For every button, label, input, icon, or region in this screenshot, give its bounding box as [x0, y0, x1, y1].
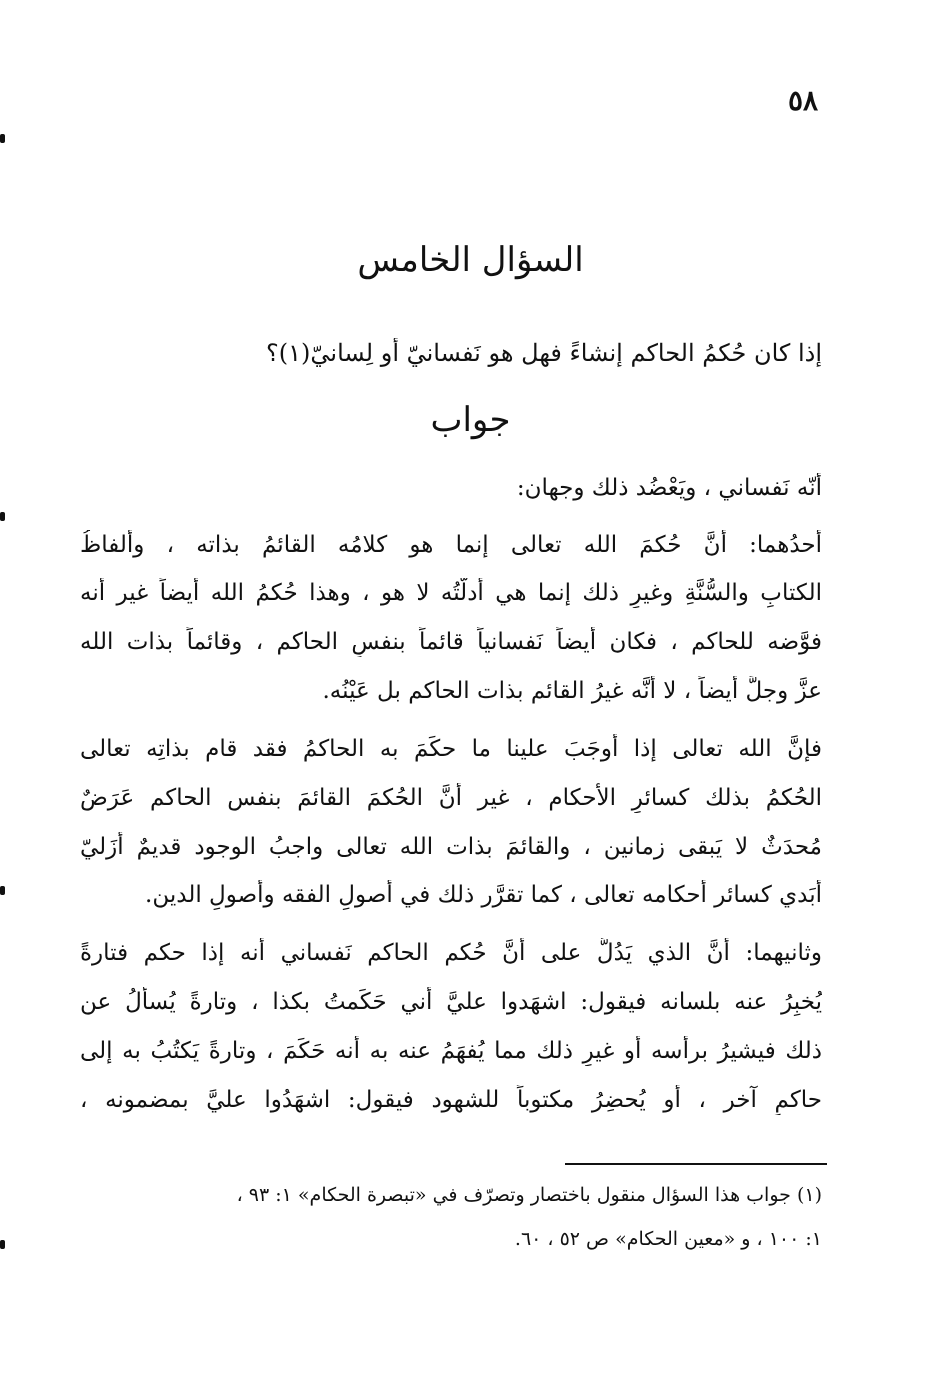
paragraph3-line: يُخبِرُ عنه بلسانه فيقول: اشهَدوا عليَّ أني حَكَمتُ بكذا ، وتارةً يُسأَلُ عن [80, 989, 822, 1015]
paragraph3-line: ذلك فيشيرُ برأسه أو غيرِ ذلك مما يُفهَمُ عنه به أنه حَكَمَ ، وتارةً يَكتُبُ به إلى [80, 1038, 822, 1064]
paragraph2-line: أَبَدي كسائر أحكامه تعالى ، كما تقرَّر ذلك في أصولِ الفقه وأصولِ الدين. [145, 882, 822, 908]
section-heading-question: السؤال الخامس [357, 240, 584, 280]
paragraph1-line: عزَّ وجلَّ أيضاً ، لا أنَّه غيرُ القائم بذات الحاكم بل عَيْنُه. [322, 678, 822, 704]
footnote-line: (١) جواب هذا السؤال منقول باختصار وتصرّف في «تبصرة الحكام» ١: ٩٣ ، [236, 1184, 822, 1206]
paragraph3-line: حاكمٍ آخر ، أو يُحضِرُ مكتوباً للشهود فيقول: اشهَدُوا عليَّ بمضمونه ، [80, 1087, 822, 1113]
paragraph2-line: فإنَّ الله تعالى إذا أوجَبَ علينا ما حكَمَ به الحاكمُ فقد قام بذاتِه تعالى [80, 736, 822, 762]
scan-margin-mark [0, 512, 5, 521]
scan-margin-mark [0, 1240, 5, 1249]
scan-margin-mark [0, 134, 5, 143]
footnote-divider [565, 1163, 827, 1165]
paragraph2-line: مُحدَثٌ لا يَبقى زمانين ، والقائمَ بذات الله تعالى واجبُ الوجود قديمٌ أَزَليّ [80, 834, 822, 860]
paragraph2-line: الحُكمُ بذلك كسائرِ الأحكام ، غير أنَّ الحُكمَ القائمَ بنفس الحاكم عَرَضٌ [80, 785, 822, 811]
paragraph1-line: فوَّضه للحاكم ، فكان أيضاً نَفسانياً قائماً بنفسِ الحاكم ، وقائماً بذات الله [80, 629, 822, 655]
paragraph3-line: وثانيهما: أنَّ الذي يَدُلُّ على أنَّ حُكم الحاكم نَفساني أنه إذا حكم فتارةً [80, 940, 822, 966]
answer-intro: أنّه نَفساني ، ويَعْضُد ذلك وجهان: [516, 475, 822, 501]
paragraph1-line: الكتابِ والسُّنَّةِ وغيرِ ذلك إنما هي أدلَّتُه لا هو ، وهذا حُكمُ الله أيضاً غير أنه [80, 580, 822, 606]
scan-margin-mark [0, 886, 5, 895]
section-heading-answer: جواب [430, 400, 511, 440]
page-number: ٥٨ [788, 84, 819, 117]
paragraph1-line: أحدُهما: أنَّ حُكمَ الله تعالى إنما هو كلامُه القائمُ بذاته ، وألفاظُ [80, 532, 822, 558]
footnote-line: ١: ١٠٠ ، و «معين الحكام» ص ٥٢ ، ٦٠. [514, 1228, 822, 1250]
question-text: إذا كان حُكمُ الحاكم إنشاءً فهل هو نَفسانيّ أو لِسانيّ(١)؟ [266, 339, 822, 367]
